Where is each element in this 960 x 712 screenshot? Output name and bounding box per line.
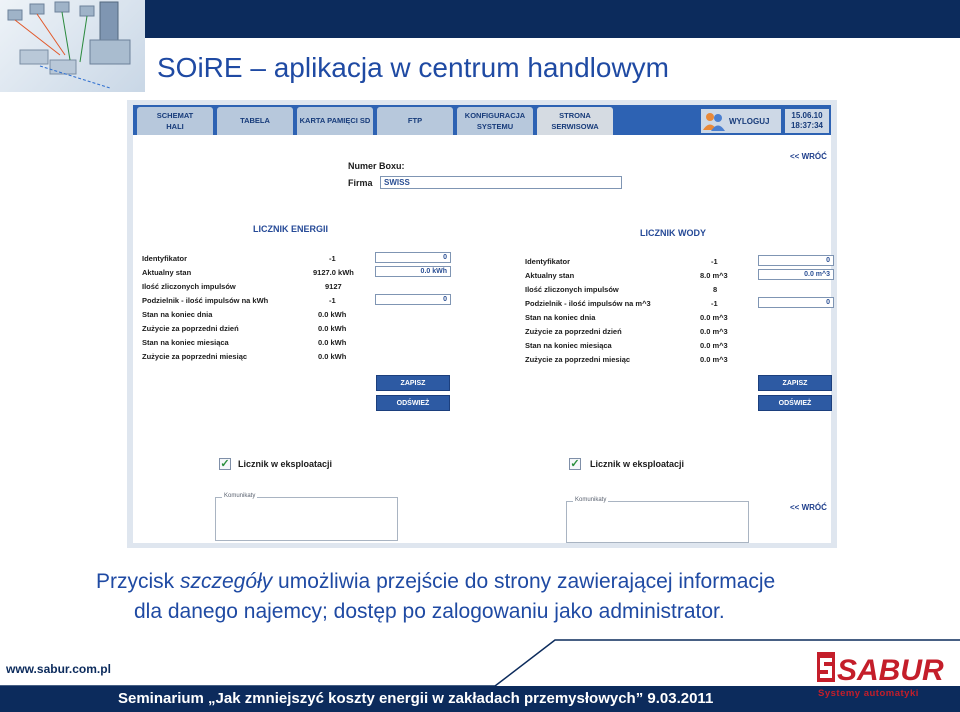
box-number-label: Numer Boxu: — [348, 161, 405, 171]
energy-row-value: 0.0 kWh — [318, 310, 347, 319]
energy-active-checkbox[interactable]: ✓ — [220, 458, 230, 470]
water-row-label: Aktualny stan — [525, 271, 575, 280]
energy-row-label: Aktualny stan — [142, 268, 192, 277]
logo-subtitle: Systemy automatyki — [818, 688, 919, 699]
app-screenshot — [127, 100, 837, 548]
water-row-value: 0.0 m^3 — [700, 313, 728, 322]
tab-tabela[interactable]: TABELA — [217, 107, 293, 135]
water-row-value: 0.0 m^3 — [700, 327, 728, 336]
caption-italic: szczegóły — [180, 570, 273, 593]
time-value: 18:37:34 — [790, 121, 824, 130]
network-illustration — [0, 0, 145, 92]
sabur-logo — [817, 648, 944, 687]
footer-seminar-text: Seminarium „Jak zmniejszyć koszty energii w zakładach przemysłowych” 9.03.2011 — [118, 690, 714, 707]
back-link-bottom[interactable]: << WRÓĆ — [790, 503, 827, 512]
water-active-label: Licznik w eksploatacji — [590, 459, 685, 469]
energy-row-value: -1 — [329, 254, 336, 263]
app-navbar — [133, 105, 831, 135]
energy-comments-box — [215, 493, 398, 541]
energy-id-input[interactable]: 0 — [375, 252, 451, 263]
caption-line-2: dla danego najemcy; dostęp po zalogowaniu jako administrator. — [134, 600, 725, 623]
tab-konfiguracja[interactable]: KONFIGURACJA SYSTEMU — [457, 107, 533, 135]
water-id-input[interactable]: 0 — [758, 255, 834, 266]
energy-refresh-button[interactable]: ODŚWIEŻ — [376, 395, 450, 411]
water-row-label: Stan na koniec miesiąca — [525, 341, 612, 350]
water-row-value: 0.0 m^3 — [700, 355, 728, 364]
company-input[interactable]: SWISS — [380, 176, 622, 189]
energy-row-value: 0.0 kWh — [318, 338, 347, 347]
energy-row-value: -1 — [329, 296, 336, 305]
water-row-label: Zużycie za poprzedni dzień — [525, 327, 622, 336]
caption-line-1 — [96, 570, 775, 594]
caption-text: umożliwia przejście do strony zawierającej informacje — [272, 570, 776, 593]
water-row-label: Podzielnik - ilość impulsów na m^3 — [525, 299, 651, 308]
water-row-label: Identyfikator — [525, 257, 571, 266]
water-meter-title: LICZNIK WODY — [640, 228, 706, 238]
water-divider-input[interactable]: 0 — [758, 297, 834, 308]
energy-row-value: 9127.0 kWh — [313, 268, 354, 277]
energy-meter-title: LICZNIK ENERGII — [253, 224, 329, 234]
logo-text: SABUR — [837, 654, 944, 687]
energy-comments-legend: Komunikaty — [224, 493, 256, 499]
water-row-value: 8 — [713, 285, 718, 294]
energy-row-label: Zużycie za poprzedni miesiąc — [142, 352, 248, 361]
water-active-checkbox[interactable]: ✓ — [570, 458, 580, 470]
app-content — [133, 135, 831, 543]
tab-karta-pamieci[interactable]: KARTA PAMIĘCI SD — [297, 107, 373, 135]
energy-state-input[interactable]: 0.0 kWh — [375, 266, 451, 277]
water-row-value: -1 — [711, 299, 718, 308]
logout-label: WYLOGUJ — [729, 116, 770, 126]
energy-divider-input[interactable]: 0 — [375, 294, 451, 305]
tab-schemat-hali[interactable]: SCHEMAT HALI — [137, 107, 213, 135]
company-label: Firma — [348, 178, 373, 188]
water-row-label: Ilość zliczonych impulsów — [525, 285, 619, 294]
caption-text: Przycisk — [96, 570, 180, 593]
network-devices-icon — [0, 0, 145, 92]
water-state-input[interactable]: 0.0 m^3 — [758, 269, 834, 280]
water-refresh-button[interactable]: ODŚWIEŻ — [758, 395, 832, 411]
slide-title: SOiRE – aplikacja w centrum handlowym — [157, 52, 669, 83]
energy-row-label: Stan na koniec miesiąca — [142, 338, 229, 347]
energy-row-value: 9127 — [325, 282, 342, 291]
water-comments-box — [566, 497, 749, 543]
water-row-value: 0.0 m^3 — [700, 341, 728, 350]
energy-active-label: Licznik w eksploatacji — [238, 459, 333, 469]
water-row-value: 8.0 m^3 — [700, 271, 728, 280]
energy-row-label: Identyfikator — [142, 254, 188, 263]
datetime-display — [785, 109, 829, 133]
water-save-button[interactable]: ZAPISZ — [758, 375, 832, 391]
energy-row-label: Ilość zliczonych impulsów — [142, 282, 236, 291]
water-row-label: Zużycie za poprzedni miesiąc — [525, 355, 631, 364]
logout-button[interactable] — [701, 109, 781, 133]
energy-save-button[interactable]: ZAPISZ — [376, 375, 450, 391]
tab-ftp[interactable]: FTP — [377, 107, 453, 135]
users-icon — [701, 110, 727, 132]
energy-row-value: 0.0 kWh — [318, 352, 347, 361]
energy-row-label: Zużycie za poprzedni dzień — [142, 324, 239, 333]
energy-row-label: Podzielnik - ilość impulsów na kWh — [142, 296, 269, 305]
back-link-top[interactable]: << WRÓĆ — [790, 152, 827, 161]
water-row-label: Stan na koniec dnia — [525, 313, 596, 322]
energy-row-value: 0.0 kWh — [318, 324, 347, 333]
energy-row-label: Stan na koniec dnia — [142, 310, 213, 319]
date-value: 15.06.10 — [791, 110, 823, 120]
website-url: www.sabur.com.pl — [6, 662, 111, 676]
tab-strona-serwisowa[interactable]: STRONA SERWISOWA — [537, 107, 613, 135]
water-comments-legend: Komunikaty — [575, 497, 607, 503]
water-row-value: -1 — [711, 257, 718, 266]
